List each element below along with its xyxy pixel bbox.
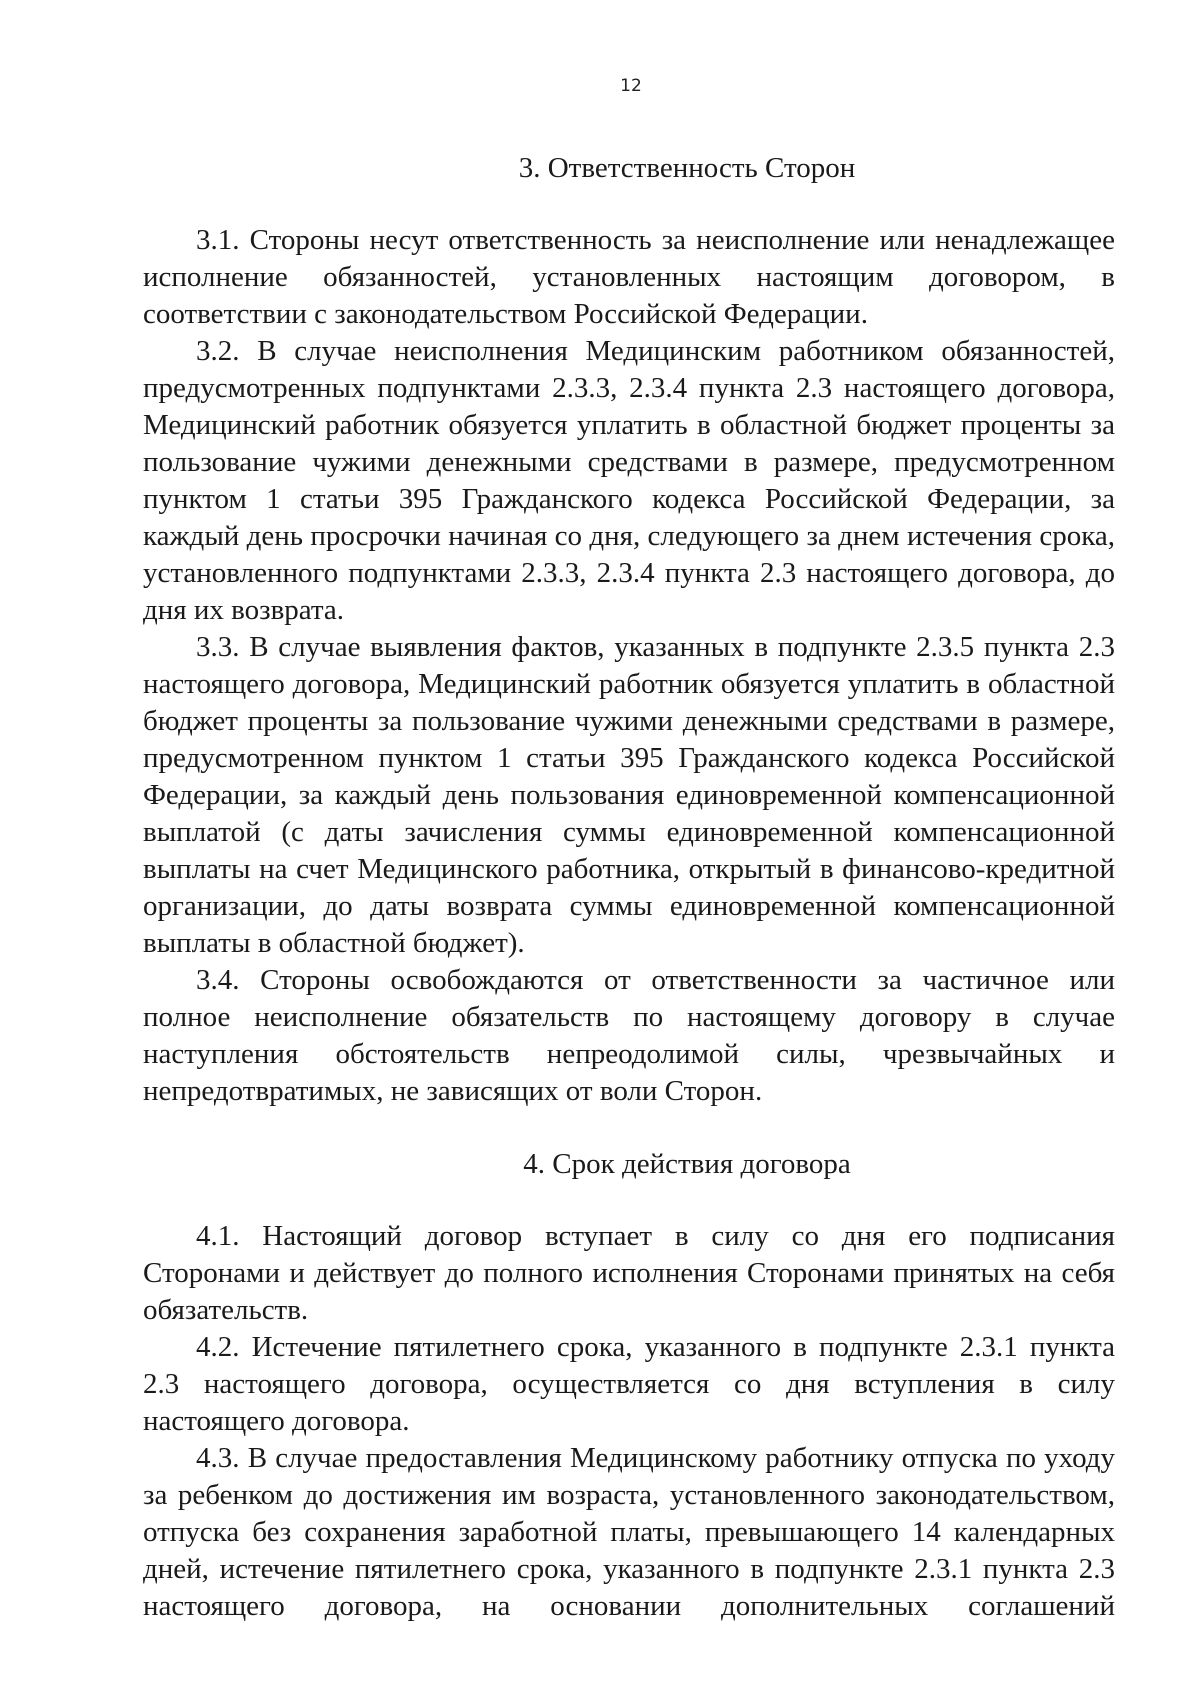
document-body xyxy=(143,150,1115,1625)
paragraph-3-2: 3.2. В случае неисполнения Медицинским работником обязанностей, предусмотренных подпунктами 2.3.3, 2.3.4 пункта 2.3 настоящего договора, Медицинский работник обязуется уплатить в областной бюджет проценты за пользование чужими денежными средствами в размере, предусмотренном пунктом 1 статьи 395 Гражданского кодекса Российской Федерации, за каждый день просрочки начиная со дня, следующего за днем истечения срока, установленного подпунктами 2.3.3, 2.3.4 пункта 2.3 настоящего договора, до дня их возврата. xyxy=(143,335,1115,626)
paragraph-3-3: 3.3. В случае выявления фактов, указанных в подпункте 2.3.5 пункта 2.3 настоящего договора, Медицинский работник обязуется уплатить в областной бюджет проценты за пользование чужими денежными средствами в размере, предусмотренном пунктом 1 статьи 395 Гражданского кодекса Российской Федерации, за каждый день пользования единовременной компенсационной выплатой (с даты зачисления суммы единовременной компенсационной выплаты на счет Медицинского работника, открытый в финансово-кредитной организации, до даты возврата суммы единовременной компенсационной выплаты в областной бюджет). xyxy=(143,631,1115,959)
section-3-title: 3. Ответственность Сторон xyxy=(518,152,856,184)
paragraph-3-4: 3.4. Стороны освобождаются от ответственности за частичное или полное неисполнение обязательств по настоящему договору в случае наступления обстоятельств непреодолимой силы, чрезвычайных и непредотвратимых, не зависящих от воли Сторон. xyxy=(143,964,1115,1107)
paragraph-3-1: 3.1. Стороны несут ответственность за неисполнение или ненадлежащее исполнение обязанностей, установленных настоящим договором, в соответствии с законодательством Российской Федерации. xyxy=(143,224,1115,330)
page-number: 12 xyxy=(620,76,642,96)
section-4-title: 4. Срок действия договора xyxy=(523,1148,851,1180)
paragraph-4-1: 4.1. Настоящий договор вступает в силу со дня его подписания Сторонами и действует до полного исполнения Сторонами принятых на себя обязательств. xyxy=(143,1220,1115,1326)
paragraph-4-2: 4.2. Истечение пятилетнего срока, указанного в подпункте 2.3.1 пункта 2.3 настоящего договора, осуществляется со дня вступления в силу настоящего договора. xyxy=(143,1331,1115,1437)
paragraph-4-3: 4.3. В случае предоставления Медицинскому работнику отпуска по уходу за ребенком до достижения им возраста, установленного законодательством, отпуска без сохранения заработной платы, превышающего 14 календарных дней, истечение пятилетнего срока, указанного в подпункте 2.3.1 пункта 2.3 настоящего договора, на основании дополнительных соглашений xyxy=(143,1442,1115,1622)
